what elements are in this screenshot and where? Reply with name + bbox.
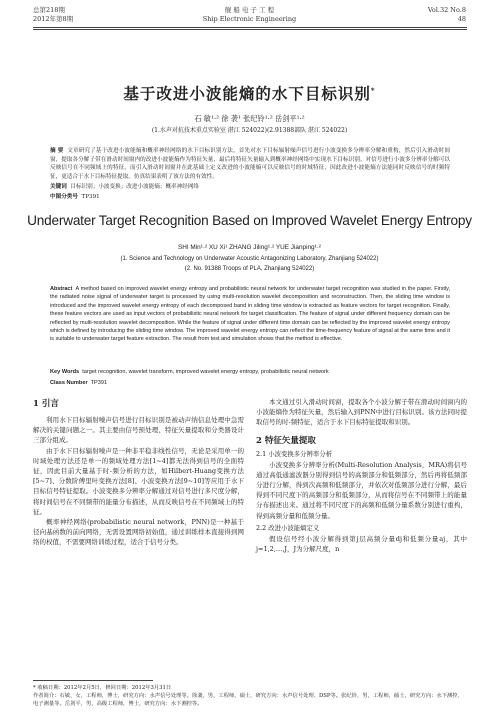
volume-number: Vol.32 No.8 bbox=[427, 6, 466, 14]
header-rule bbox=[33, 27, 467, 28]
paper-title-cn: 基于改进小波能熵的水下目标识别* bbox=[123, 84, 376, 103]
section-1-title: 1 引言 bbox=[33, 399, 59, 409]
abstract-en bbox=[50, 285, 450, 344]
section-2-2-title: 2.2 改进小波能熵定义 bbox=[256, 523, 320, 532]
section-1-para-2: 由于水下目标辐射噪声是一种非平稳非线性信号，无论是采用单一的时域处理方法还是单一的频域处理方法[1~4]都无法得到信号的全面特征，因此目前大量基于时-频分析的方法，如Hilbert-Huang变换方法[5~7]、分数阶傅里叶变换方法[8]、小波变换方法[9~10]等应用于水下目标信号特征提取。小波变换多分辨率分解通过对信号进行多尺度分解，将时间信号在不同频带的能量分布描述，从而反映信号在不同频域上的特征。 bbox=[33, 446, 244, 516]
section-2-2-para: 假设信号经小波分解得到第j层高频分量dj和低频分量aj，其中j=1,2,…,J，J为分解尺度，n bbox=[256, 534, 467, 554]
keywords-en-text: target recognition, wavelet transform, improved wavelet energy entropy, probabilistic neural network bbox=[82, 369, 329, 375]
section-2-title: 2 特征矢量提取 bbox=[256, 435, 316, 446]
clc-en bbox=[50, 379, 450, 388]
abstract-cn-text: 文章研究了基于改进小波能熵和概率神经网络的水下目标识别方法。首先对水下目标辐射噪声信号进行小波变换多分辨率分解和重构，然后引入滑动时间窗，提取各分解子带在滑动时间窗内的改进小波能熵作为特征矢量，最后将特征矢量输入到概率神经网络中实现水下目标识别。对信号进行小波多分辨率分解可以反映信号在不同频域上的特征，而引入滑动时间窗并在此基础上定义改进的小波能熵可以反映信号的时域特征，因此改进小波能熵方法能同时反映信号的时频特征，更适合于水下目标特征提取。仿真结果表明了该方法的有效性。 bbox=[50, 148, 450, 180]
section-1-para-3: 概率神经网络(probabilistic neural network，PNN)是一种基于径向基函数的前向网络，无需设置网络初始值，通过训练样本直接得到网络的权值，不需要网络训练过程，适合于信号分类。 bbox=[33, 518, 244, 547]
right-column bbox=[256, 397, 467, 554]
section-2-1-para: 小波变换多分辨率分析(Multi-Resolution Analysis，MRA)将信号通过高低通滤波器分别得到信号的高频部分和低频部分，然后再将低频部分进行分解，得到次高频和低频部分，并依次对低频部分进行分解，最后得到不同尺度下的高频部分和低频部分，从而将信号在不同频带上的能量分布描述出来。通过将不同尺度下的高频和低频分量系数分别进行重构，得到高频分量和低频分量。 bbox=[256, 460, 467, 520]
clc-en-text: TP391 bbox=[90, 380, 108, 386]
clc-en-label: Class Number bbox=[50, 380, 88, 386]
abstract-en-text: A method based on improved wavelet energy entropy and probabilistic neural network for underwater target recognition was studied in the paper. Firstly, the radiated noise signal of underwater target is processed by using multi-resolution wavelet decomposition and reconstruction. Then, the sliding time window is introduced and the improved wavelet energy entropy of each decomposed band in sliding time window is extracted as feature vectors for target recognition. Finally, these feature vectors are used as input vectors of probabilistic neural network for target classification. The feature of signal under different frequency domain can be reflected by multi-resolution wavelet decomposition. While the feature of signal under different time domain can be reflected by the improved wavelet energy entropy which is defined by introducing the sliding time window. The improved wavelet energy entropy can reflect the time-frequency feature of signal at the same time and it is suitable to underwater target feature extraction. The result from test and simulation shows that the method is effective. bbox=[50, 286, 450, 343]
affiliation-cn: (1.水声对抗技术重点实验室 湛江 524022)(2.91388部队 湛江 524022) bbox=[151, 127, 348, 134]
keywords-en bbox=[50, 368, 450, 377]
left-column bbox=[33, 397, 244, 548]
paper-title-en: Underwater Target Recognition Based on Improved Wavelet Energy Entropy bbox=[27, 213, 472, 228]
authors-en: SHI Min¹·² XU Xi¹ ZHANG Jiling¹·² YUE Jianping¹·² bbox=[178, 244, 321, 251]
affiliation-en-1: (1. Science and Technology on Underwater Acoustic Antagonizing Laboratory, Zhanjiang 524022) bbox=[120, 256, 379, 262]
clc-cn bbox=[50, 193, 450, 202]
volume-info bbox=[428, 6, 466, 24]
issue-year: 2012年第8期 bbox=[33, 15, 74, 23]
keywords-cn-label: 关键词 bbox=[50, 184, 67, 190]
footnote-rule bbox=[33, 680, 153, 681]
abstract-en-label: Abstract bbox=[50, 286, 73, 292]
keywords-cn-text: 目标识别；小波变换；改进小波能熵；概率神经网络 bbox=[70, 184, 200, 190]
page-number: 48 bbox=[457, 15, 466, 23]
section-2-1-title: 2.1 小波变换多分辨率分析 bbox=[256, 449, 333, 458]
journal-name-en: Ship Electronic Engineering bbox=[202, 15, 297, 23]
right-intro-para: 本文通过引入滑动时间窗，提取各个小波分解子带在滑动时间窗内的小波能熵作为特征矢量，然后输入到PNN中进行目标识别。该方法同时提取信号的时-频特征，适合于水下目标特征提取和识别。 bbox=[256, 398, 467, 427]
journal-name bbox=[0, 6, 499, 24]
clc-cn-text: TP391 bbox=[81, 194, 100, 200]
section-1-para-1: 利用水下目标辐射噪声信号进行目标识别是被动声纳信息处理中急需解决的关键问题之一。其主要由信号预处理、特征矢量提取和分类器设计三部分组成。 bbox=[33, 416, 244, 445]
journal-name-cn: 舰 船 电 子 工 程 bbox=[224, 6, 275, 14]
issue-total: 总第218期 bbox=[33, 6, 65, 14]
footnote: * 收稿日期：2012年2月5日，修回日期：2012年3月31日 作者简介：石敏，女，工程师，博士，研究方向：水声信号处理等。徐袭，男，工程师，硕士，研究方向：水声信号处理、DSP等。张纪铃，男，工程师，硕士，研究方向：水下测控、电子测量等。岳剑平，男，高级工程师，博士，研究方向：水下测控等。 bbox=[33, 685, 463, 707]
keywords-en-label: Key Words bbox=[50, 369, 80, 375]
affiliation-en-2: (2. No. 91388 Troops of PLA, Zhanjiang 524022) bbox=[184, 266, 315, 272]
keywords-cn bbox=[50, 183, 450, 192]
abstract-cn-label: 摘 要 bbox=[50, 148, 64, 154]
header-rule-2 bbox=[33, 29, 467, 30]
abstract-cn bbox=[50, 147, 450, 181]
authors-cn: 石 敏¹·² 徐 袭¹ 张纪铃¹·² 岳剑平¹·² bbox=[194, 114, 305, 123]
clc-cn-label: 中图分类号 bbox=[50, 194, 78, 200]
